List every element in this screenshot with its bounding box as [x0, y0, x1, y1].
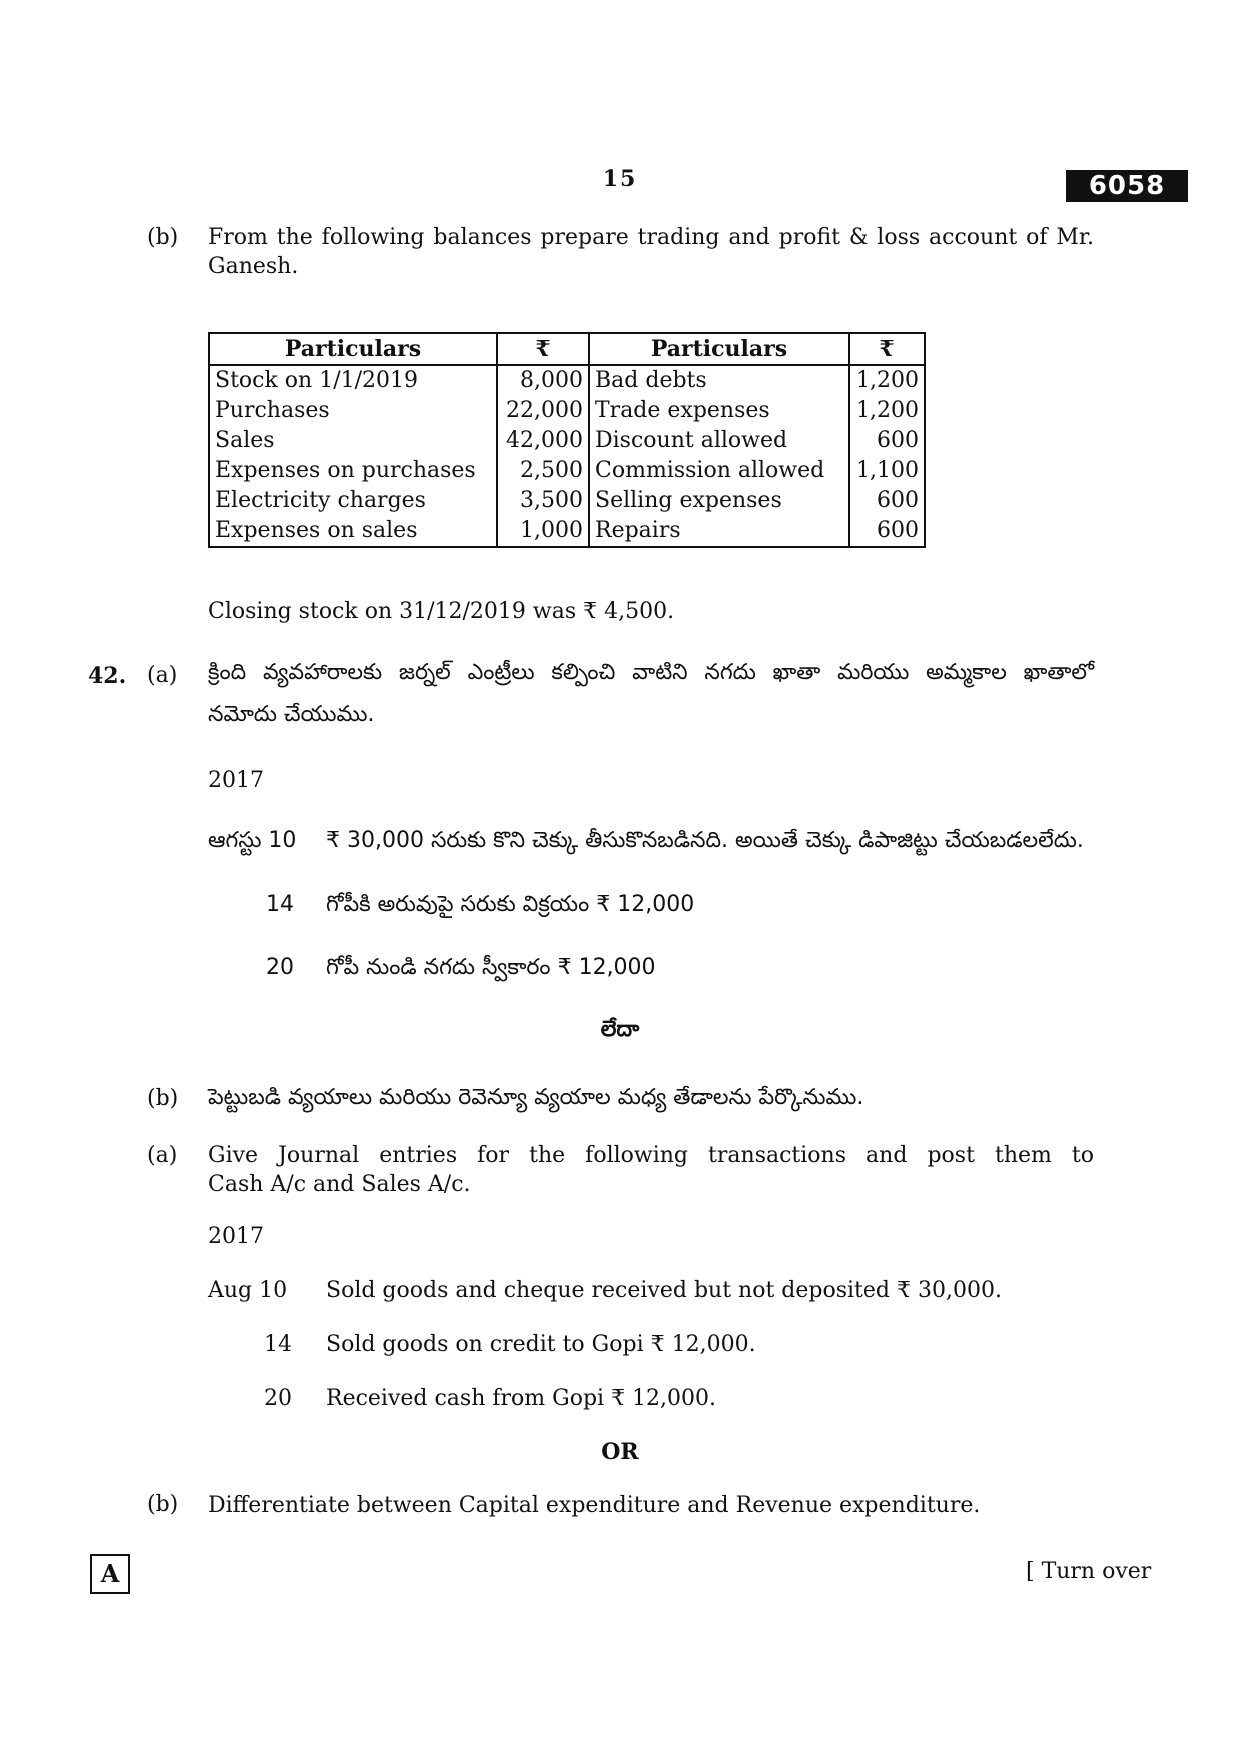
header-particulars-right: Particulars	[589, 333, 849, 365]
header-amount-right: ₹	[849, 333, 925, 365]
table-row	[209, 396, 925, 426]
closing-stock-note: Closing stock on 31/12/2019 was ₹ 4,500.	[208, 599, 675, 624]
english-entry-text: Sold goods and cheque received but not deposited ₹ 30,000.	[326, 1278, 1002, 1303]
cell-amount: 2,500	[497, 456, 589, 486]
telugu-entry-text: గోపీకి అరువుపై సరుకు విక్రయం ₹ 12,000	[326, 892, 695, 917]
question-number-42: 42.	[88, 663, 127, 689]
telugu-entry-date: ఆగస్టు 10	[208, 828, 297, 853]
q42-telugu-a-line2: నమోదు చేయుము.	[208, 702, 375, 727]
telugu-entry-text: గోపీ నుండి నగదు స్వీకారం ₹ 12,000	[326, 955, 656, 980]
q42-telugu-a-line1: క్రింది వ్యవహారాలకు జర్నల్ ఎంట్రీలు కల్పించి వాటిని నగదు ఖాతా మరియు అమ్మకాల ఖాతాలో	[208, 660, 1094, 685]
cell-amount: 1,000	[497, 516, 589, 547]
q42-english-a-label: (a)	[147, 1143, 178, 1168]
cell-particular: Sales	[209, 426, 497, 456]
q42-telugu-b-label: (b)	[147, 1086, 179, 1111]
english-entry-date: Aug 10	[208, 1278, 288, 1303]
balances-table	[208, 332, 926, 548]
cell-amount: 600	[849, 426, 925, 456]
q41b-label: (b)	[147, 225, 179, 250]
q42-english-b-label: (b)	[147, 1492, 179, 1517]
cell-amount: 3,500	[497, 486, 589, 516]
q42-telugu-a-label: (a)	[147, 663, 178, 688]
header-amount-left: ₹	[497, 333, 589, 365]
table-row	[209, 486, 925, 516]
set-letter-box: A	[90, 1554, 130, 1594]
table-row	[209, 426, 925, 456]
telugu-entry-text: ₹ 30,000 సరుకు కొని చెక్కు తీసుకొనబడినది. అయితే చెక్కు డిపాజిట్టు చేయబడలలేదు.	[326, 828, 1084, 853]
cell-particular: Trade expenses	[589, 396, 849, 426]
english-entry-text: Received cash from Gopi ₹ 12,000.	[326, 1386, 717, 1411]
cell-amount: 1,100	[849, 456, 925, 486]
english-or-divider: OR	[601, 1439, 639, 1465]
cell-particular: Purchases	[209, 396, 497, 426]
english-entry-date: 20	[264, 1386, 292, 1411]
cell-particular: Bad debts	[589, 365, 849, 396]
telugu-entry-date: 20	[266, 955, 294, 980]
cell-amount: 8,000	[497, 365, 589, 396]
q42-english-a-line1: Give Journal entries for the following transactions and post them to	[208, 1143, 1094, 1168]
q42-telugu-year: 2017	[208, 768, 264, 793]
english-entry-text: Sold goods on credit to Gopi ₹ 12,000.	[326, 1332, 756, 1357]
cell-particular: Electricity charges	[209, 486, 497, 516]
q41b-line1: From the following balances prepare trading and profit & loss account of Mr.	[208, 225, 1094, 250]
turn-over-note: [ Turn over	[1026, 1559, 1152, 1584]
q42-english-year: 2017	[208, 1224, 264, 1249]
table-row	[209, 516, 925, 547]
table-header-row	[209, 333, 925, 365]
cell-amount: 1,200	[849, 365, 925, 396]
telugu-entry-date: 14	[266, 892, 294, 917]
table-row	[209, 456, 925, 486]
cell-particular: Selling expenses	[589, 486, 849, 516]
cell-amount: 22,000	[497, 396, 589, 426]
cell-particular: Expenses on sales	[209, 516, 497, 547]
cell-amount: 600	[849, 516, 925, 547]
q41b-line2: Ganesh.	[208, 254, 299, 279]
q42-english-a-line2: Cash A/c and Sales A/c.	[208, 1172, 471, 1197]
cell-particular: Discount allowed	[589, 426, 849, 456]
q42-telugu-b-text: పెట్టుబడి వ్యయాలు మరియు రెవెన్యూ వ్యయాల మధ్య తేడాలను పేర్కొనుము.	[208, 1085, 864, 1110]
page-number: 15	[602, 166, 638, 192]
cell-particular: Repairs	[589, 516, 849, 547]
cell-particular: Expenses on purchases	[209, 456, 497, 486]
cell-particular: Commission allowed	[589, 456, 849, 486]
header-particulars-left: Particulars	[209, 333, 497, 365]
table-row	[209, 365, 925, 396]
telugu-or-divider: లేదా	[600, 1017, 640, 1042]
cell-amount: 1,200	[849, 396, 925, 426]
english-entry-date: 14	[264, 1332, 292, 1357]
q42-english-b-text: Differentiate between Capital expenditure and Revenue expenditure.	[208, 1493, 981, 1518]
paper-code-badge: 6058	[1066, 170, 1188, 202]
cell-amount: 42,000	[497, 426, 589, 456]
cell-amount: 600	[849, 486, 925, 516]
cell-particular: Stock on 1/1/2019	[209, 365, 497, 396]
